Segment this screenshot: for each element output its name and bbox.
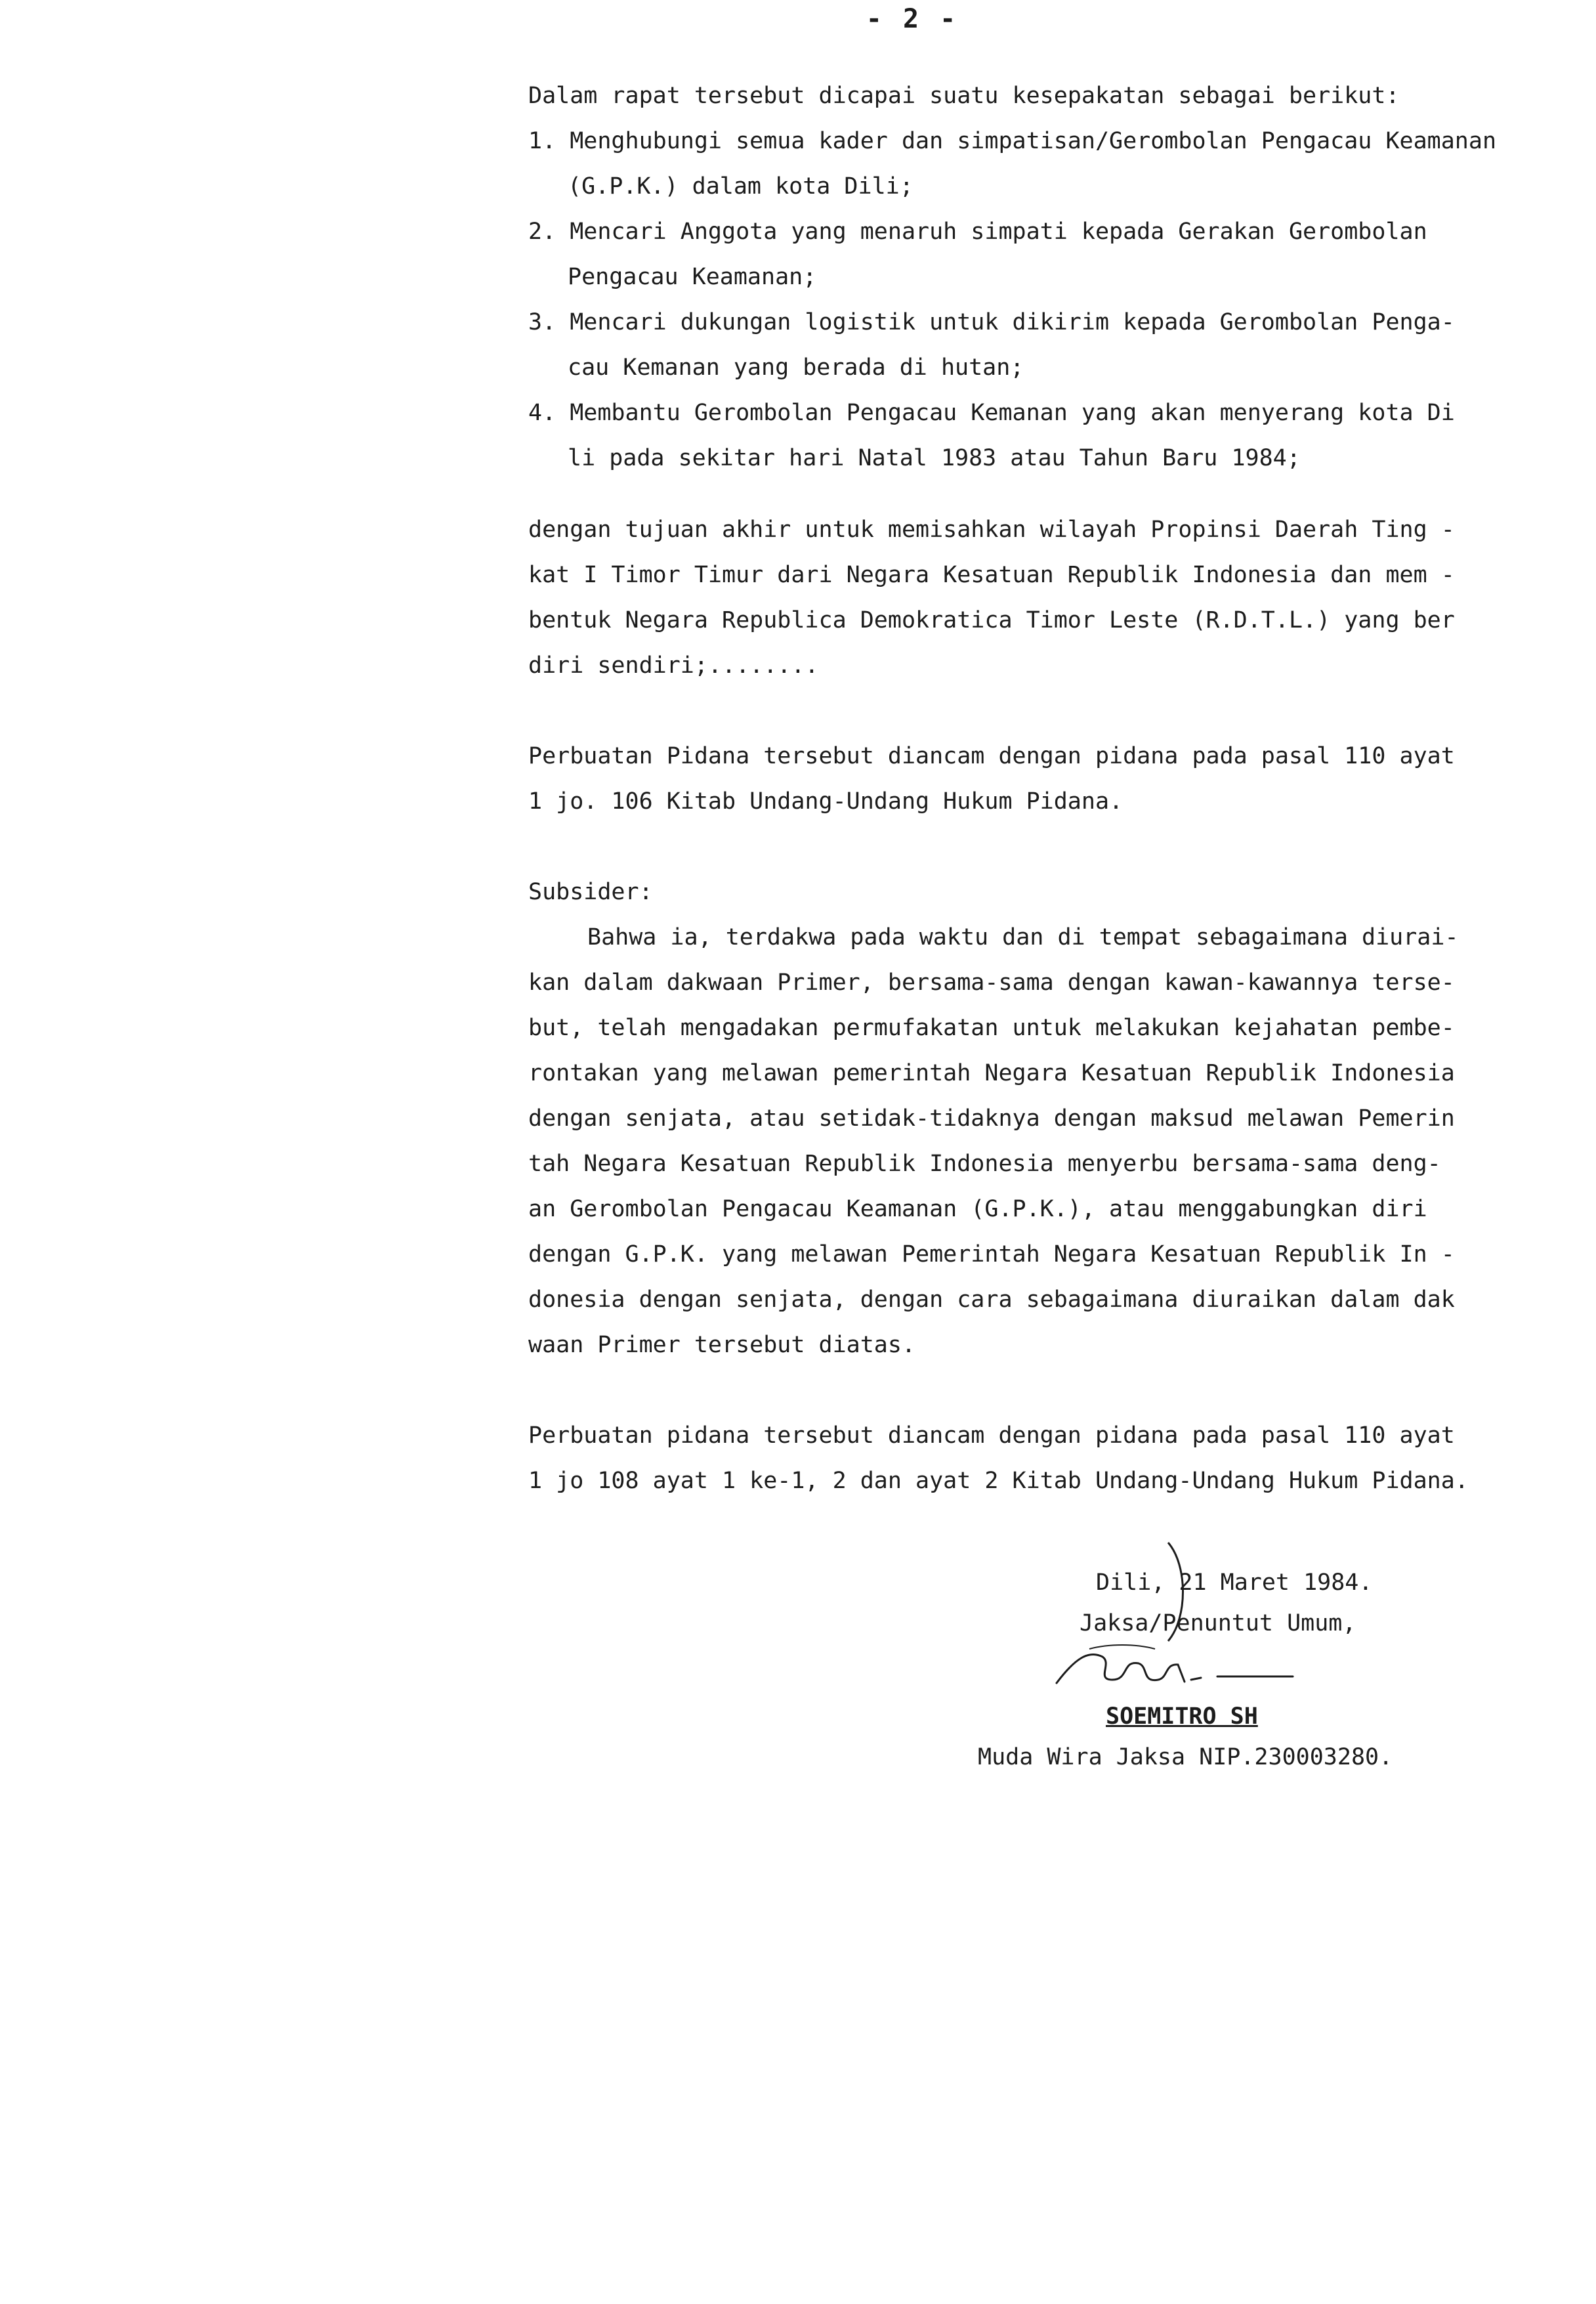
- subsider-line-2: kan dalam dakwaan Primer, bersama-sama dengan kawan-kawannya terse-: [528, 970, 1455, 996]
- item-4-line-1: 4. Membantu Gerombolan Pengacau Kemanan yang akan menyerang kota Di: [528, 400, 1455, 426]
- signature-name: SOEMITRO SH: [1106, 1703, 1258, 1730]
- purpose-line-1: dengan tujuan akhir untuk memisahkan wilayah Propinsi Daerah Ting -: [528, 517, 1455, 543]
- signature-place-date: Dili, 21 Maret 1984.: [1096, 1569, 1373, 1596]
- subsider-line-1: Bahwa ia, terdakwa pada waktu dan di tempat sebagaimana diurai-: [587, 924, 1459, 950]
- subsider-line-7: an Gerombolan Pengacau Keamanan (G.P.K.), atau menggabungkan diri: [528, 1196, 1427, 1222]
- subsider-line-3: but, telah mengadakan permufakatan untuk melakukan kejahatan pembe-: [528, 1015, 1455, 1041]
- item-1-line-1: 1. Menghubungi semua kader dan simpatisan/Gerombolan Pengacau Keamanan: [528, 128, 1497, 154]
- penalty-primary-line-2: 1 jo. 106 Kitab Undang-Undang Hukum Pidana.: [528, 788, 1124, 815]
- signature-title: Jaksa/Penuntut Umum,: [1080, 1610, 1356, 1636]
- intro-line: Dalam rapat tersebut dicapai suatu kesepakatan sebagai berikut:: [528, 83, 1400, 109]
- subsider-line-5: dengan senjata, atau setidak-tidaknya dengan maksud melawan Pemerin: [528, 1105, 1455, 1132]
- penalty-subsider-line-1: Perbuatan pidana tersebut diancam dengan pidana pada pasal 110 ayat: [528, 1422, 1455, 1449]
- purpose-line-2: kat I Timor Timur dari Negara Kesatuan Republik Indonesia dan mem -: [528, 562, 1455, 588]
- item-2-line-1: 2. Mencari Anggota yang menaruh simpati kepada Gerakan Gerombolan: [528, 219, 1427, 245]
- item-3-line-2: cau Kemanan yang berada di hutan;: [568, 354, 1024, 381]
- item-3-line-1: 3. Mencari dukungan logistik untuk dikirim kepada Gerombolan Penga-: [528, 309, 1455, 335]
- handwritten-signature-icon: [1050, 1644, 1299, 1696]
- purpose-line-3: bentuk Negara Republica Demokratica Timor Leste (R.D.T.L.) yang ber: [528, 607, 1455, 633]
- subsider-line-6: tah Negara Kesatuan Republik Indonesia menyerbu bersama-sama deng-: [528, 1151, 1441, 1177]
- handwritten-signature: [978, 1644, 1516, 1696]
- item-2-line-2: Pengacau Keamanan;: [568, 264, 817, 290]
- subsider-line-8: dengan G.P.K. yang melawan Pemerintah Negara Kesatuan Republik In -: [528, 1241, 1455, 1268]
- penalty-subsider-line-2: 1 jo 108 ayat 1 ke-1, 2 dan ayat 2 Kitab Undang-Undang Hukum Pidana.: [528, 1468, 1469, 1494]
- penalty-primary-line-1: Perbuatan Pidana tersebut diancam dengan pidana pada pasal 110 ayat: [528, 743, 1455, 769]
- subsider-line-10: waan Primer tersebut diatas.: [528, 1332, 916, 1358]
- subsider-heading: Subsider:: [528, 879, 653, 905]
- item-4-line-2: li pada sekitar hari Natal 1983 atau Tahun Baru 1984;: [568, 445, 1301, 471]
- subsider-line-9: donesia dengan senjata, dengan cara sebagaimana diuraikan dalam dak: [528, 1287, 1455, 1313]
- item-1-line-2: (G.P.K.) dalam kota Dili;: [568, 173, 914, 200]
- page-number: - 2 -: [866, 4, 959, 34]
- signature-block: [978, 1562, 1516, 1778]
- subsider-line-4: rontakan yang melawan pemerintah Negara Kesatuan Republik Indonesia: [528, 1060, 1455, 1086]
- signature-bracket-icon: [1155, 1539, 1194, 1644]
- signature-rank-nip: Muda Wira Jaksa NIP.230003280.: [978, 1744, 1393, 1770]
- purpose-line-4: diri sendiri;........: [528, 652, 819, 679]
- document-body: [528, 74, 1552, 1504]
